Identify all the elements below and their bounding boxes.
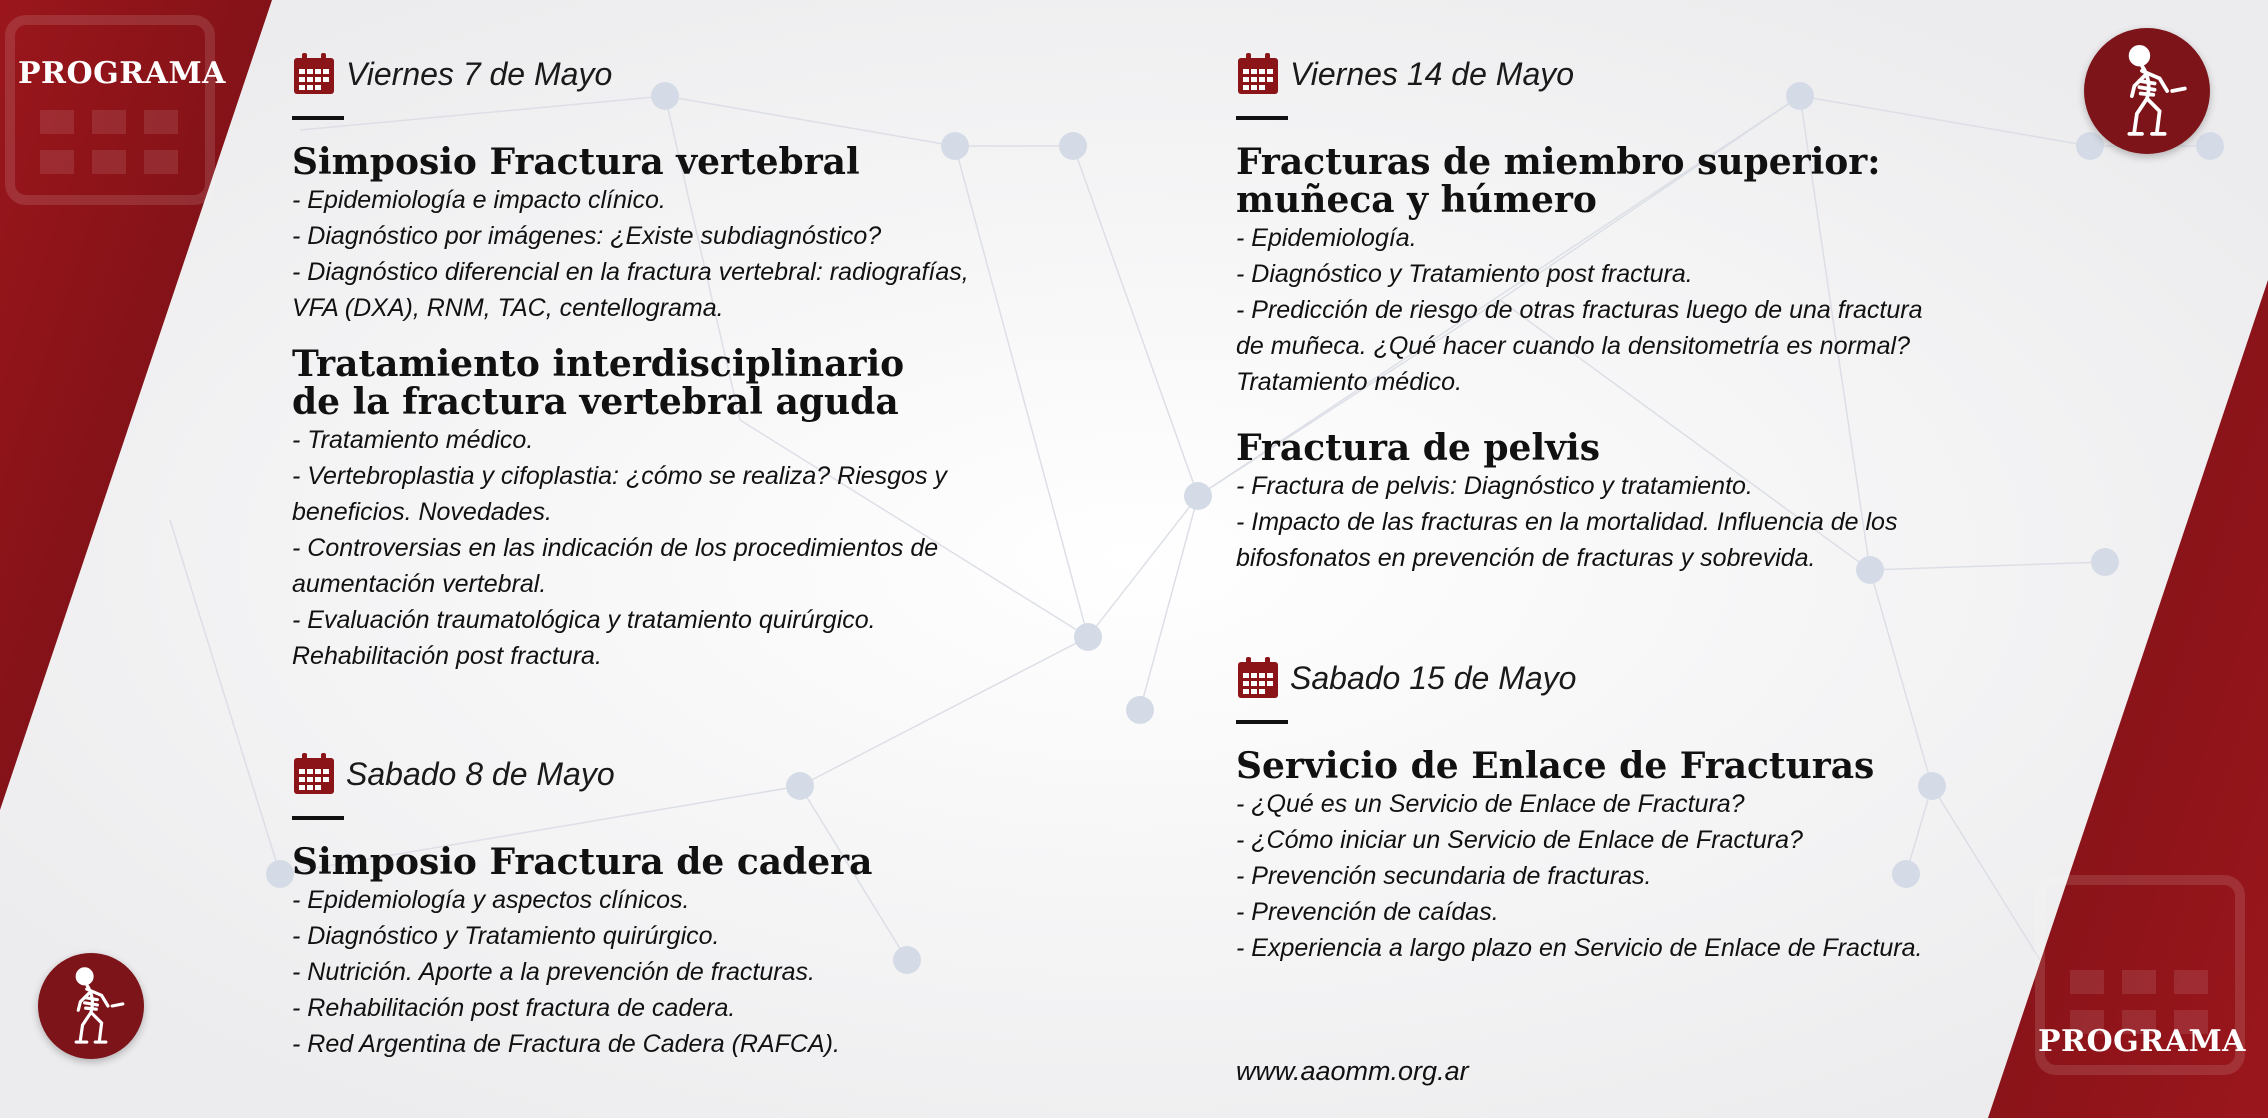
date-divider [292, 816, 344, 820]
list-item: VFA (DXA), RNM, TAC, centellograma. [292, 294, 724, 322]
topic-title: Tratamiento interdisciplinario [292, 343, 905, 385]
list-item: - Nutrición. Aporte a la prevención de fracturas. [292, 958, 815, 986]
website-link[interactable]: www.aaomm.org.ar [1236, 1056, 1469, 1086]
topic-title: Simposio Fractura de cadera [292, 841, 873, 883]
list-item: - Experiencia a largo plazo en Servicio de Enlace de Fractura. [1236, 934, 1923, 962]
topic-list [292, 422, 1092, 674]
topic-title: Simposio Fractura vertebral [292, 141, 860, 183]
date-label: Viernes 14 de Mayo [1290, 55, 1575, 92]
topic-list [292, 882, 1092, 1062]
calendar-icon [1236, 52, 1280, 96]
list-item: - Controversias en las indicación de los procedimientos de [292, 534, 939, 562]
list-item: - Predicción de riesgo de otras fracturas luego de una fractura [1236, 296, 1923, 324]
list-item: - Diagnóstico por imágenes: ¿Existe subdiagnóstico? [292, 222, 882, 250]
skeleton-logo-icon [2084, 28, 2210, 154]
topic-title: Servicio de Enlace de Fracturas [1236, 745, 1875, 787]
programa-label-right: PROGRAMA [2038, 1024, 2246, 1059]
list-item: - Epidemiología e impacto clínico. [292, 186, 666, 214]
topic-title: muñeca y húmero [1236, 179, 1597, 221]
date-divider [1236, 720, 1288, 724]
date-label: Sabado 8 de Mayo [346, 755, 615, 792]
topic-title: Fracturas de miembro superior: [1236, 141, 1881, 183]
list-item: - Prevención de caídas. [1236, 898, 1499, 926]
list-item: - Epidemiología y aspectos clínicos. [292, 886, 690, 914]
list-item: - Fractura de pelvis: Diagnóstico y tratamiento. [1236, 472, 1753, 500]
list-item: Tratamiento médico. [1236, 368, 1463, 396]
calendar-icon [292, 752, 336, 796]
day-viernes-14 [1236, 48, 2036, 576]
list-item: - Epidemiología. [1236, 224, 1417, 252]
day-sabado-15 [1236, 652, 2036, 966]
list-item: - Vertebroplastia y cifoplastia: ¿cómo se realiza? Riesgos y [292, 462, 947, 490]
list-item: bifosfonatos en prevención de fracturas y sobrevida. [1236, 544, 1816, 572]
topic-list [1236, 220, 2036, 400]
day-viernes-7 [292, 48, 1092, 674]
list-item: - Impacto de las fracturas en la mortalidad. Influencia de los [1236, 508, 1898, 536]
topic-list [1236, 468, 2036, 576]
list-item: - ¿Cómo iniciar un Servicio de Enlace de Fractura? [1236, 826, 1803, 854]
list-item: - Diagnóstico diferencial en la fractura vertebral: radiografías, [292, 258, 969, 286]
list-item: - Prevención secundaria de fracturas. [1236, 862, 1652, 890]
list-item: - Red Argentina de Fractura de Cadera (RAFCA). [292, 1030, 840, 1058]
list-item: - Diagnóstico y Tratamiento post fractura. [1236, 260, 1693, 288]
date-divider [292, 116, 344, 120]
topic-list [292, 182, 1092, 326]
day-sabado-8 [292, 748, 1092, 1062]
list-item: de muñeca. ¿Qué hacer cuando la densitometría es normal? [1236, 332, 1910, 360]
programa-label-left: PROGRAMA [18, 56, 226, 91]
skeleton-logo-icon [38, 953, 144, 1059]
calendar-icon [292, 52, 336, 96]
list-item: beneficios. Novedades. [292, 498, 552, 526]
list-item: - Evaluación traumatológica y tratamiento quirúrgico. [292, 606, 876, 634]
list-item: - Tratamiento médico. [292, 426, 534, 454]
topic-list [1236, 786, 2036, 966]
list-item: - Rehabilitación post fractura de cadera. [292, 994, 736, 1022]
topic-title: Fractura de pelvis [1236, 427, 1600, 469]
date-label: Sabado 15 de Mayo [1290, 659, 1577, 696]
topic-title: de la fractura vertebral aguda [292, 381, 899, 423]
date-label: Viernes 7 de Mayo [346, 55, 613, 92]
list-item: Rehabilitación post fractura. [292, 642, 602, 670]
calendar-icon [1236, 656, 1280, 700]
list-item: aumentación vertebral. [292, 570, 547, 598]
list-item: - Diagnóstico y Tratamiento quirúrgico. [292, 922, 720, 950]
list-item: - ¿Qué es un Servicio de Enlace de Fractura? [1236, 790, 1745, 818]
date-divider [1236, 116, 1288, 120]
